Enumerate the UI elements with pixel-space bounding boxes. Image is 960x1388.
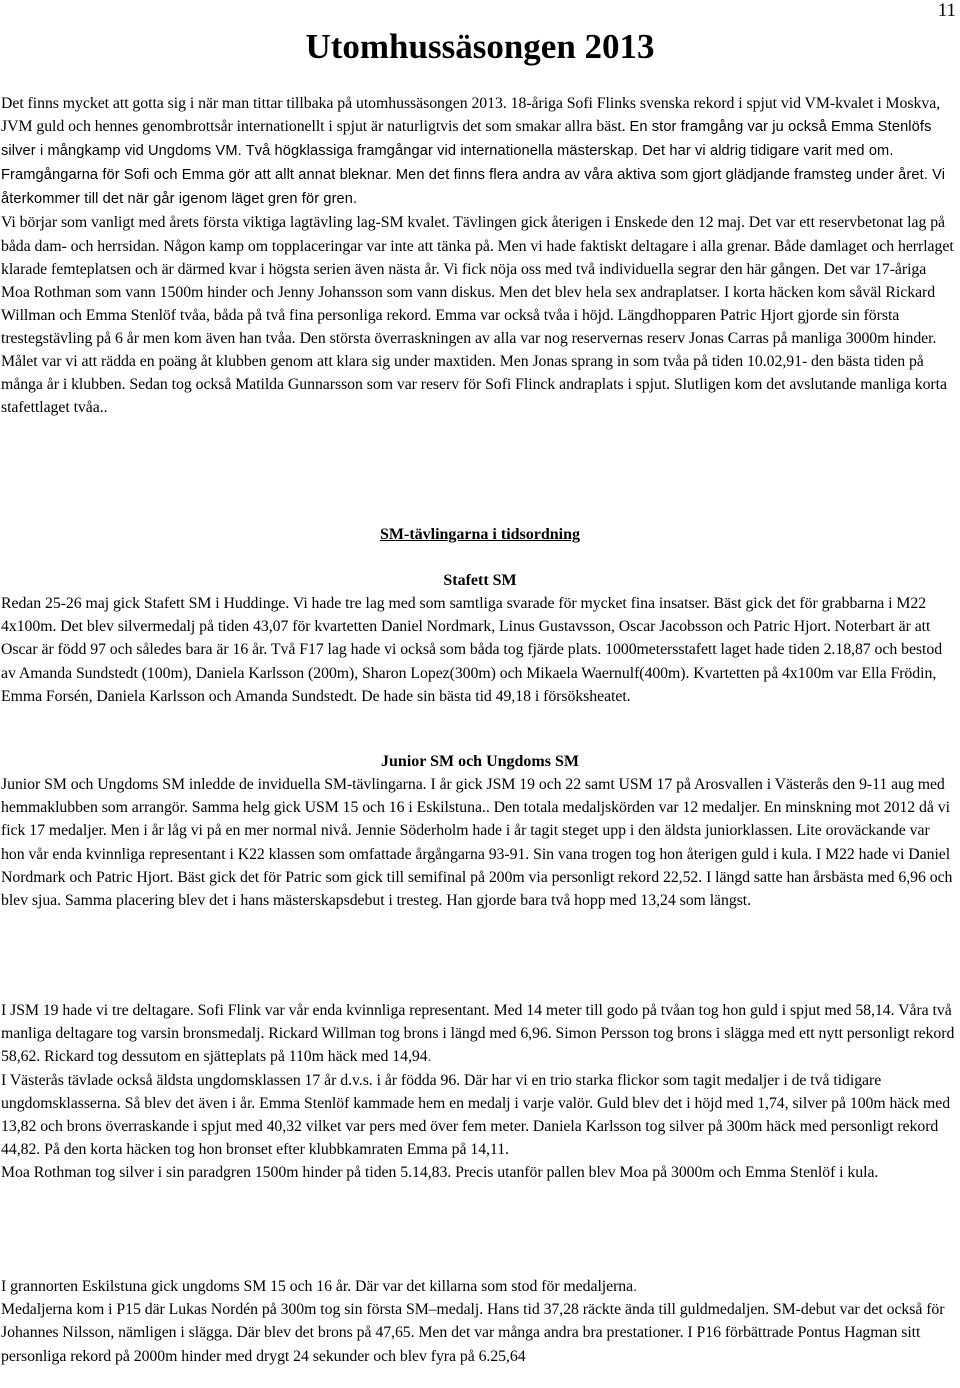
jsm19-paragraph <box>1 999 956 1069</box>
page-title: Utomhussäsongen 2013 <box>305 27 655 66</box>
stafett-section <box>1 592 956 708</box>
section-heading: SM-tävlingarna i tidsordning <box>379 526 581 543</box>
jsm19-text: I JSM 19 hade vi tre deltagare. Sofi Flink var vår enda kvinnliga representant. Med 14 meter till godo på tvåan tog hon guld i spjut med 58,14. Våra två manliga deltagare tog varsin bronsmedalj. Rickard Willman tog brons i längd med 6,96. Simon Persson tog brons i slägga med ett nytt personligt rekord 58,62. Rickard tog dessutom en sjätteplats på 110m häck med 14,94 <box>1 1002 955 1066</box>
eskilstuna-paragraph <box>1 1275 956 1298</box>
junior-paragraph: Junior SM och Ungdoms SM inledde de inviduella SM-tävlingarna. I år gick JSM 19 och 22 samt USM 17 på Arosvallen i Västerås den 9-11 aug med hemmaklubben som arrangör. Samma helg gick USM 15 och 16 i Eskilstuna.. Den totala medaljskörden var 12 medaljer. En minskning mot 2012 då vi fick 17 medaljer. Men i år låg vi på en mer normal nivå. Jennie Söderholm hade i år tagit steget upp i den äldsta juniorklassen. Lite oroväckande var hon vår enda kvinnliga representant i K22 klassen som omfattade årgångarna 93-91. Sin vana trogen tog hon återigen guld i kula. I M22 hade vi Daniel Nordmark och Patric Hjort. Bäst gick det för Patric som gick till semifinal på 200m via personligt rekord 22,52. I längd satte han årsbästa med 6,96 och blev sjua. Samma placering blev det i hans mästerskapsdebut i tresteg. Han gjorde bara två hopp med 13,24 som längst. <box>1 776 953 910</box>
p15-paragraph: Medaljerna kom i P15 där Lukas Nordén på 300m tog sin första SM–medalj. Hans tid 37,28 räckte ända till guldmedaljen. SM-debut var det också för Johannes Nilsson, nämligen i slägga. Där blev det brons på 47,65. Men det var många andra bra prestationer. I P16 förbättrade Pontus Hagman sitt personliga rekord på 2000m hinder med drygt 24 sekunder och blev fyra på 6.25,64 <box>1 1301 945 1365</box>
results-section <box>1 999 956 1185</box>
stafett-paragraph: Redan 25-26 maj gick Stafett SM i Huddinge. Vi hade tre lag med som samtliga svarade för mycket fina insatser. Bäst gick det för grabbarna i M22 4x100m. Det blev silvermedalj på tiden 43,07 för kvartetten Daniel Nordmark, Linus Gustavsson, Oscar Jacobsson och Patric Hjort. Noterbart är att Oscar är född 97 och således bara är 16 år. Två F17 lag hade vi också som båda tog fjärde plats. 1000metersstafett laget hade tiden 2.18,87 och bestod av Amanda Sundstedt (100m), Daniela Karlsson (200m), Sharon Lopez(300m) och Mikaela Waernulf(400m). Kvartetten på 4x100m var Ella Frödin, Emma Forsén, Daniela Karlsson och Amanda Sundstedt. De hade sin bästa tid 49,18 i försöksheatet. <box>1 595 943 705</box>
eskilstuna-text: I grannorten Eskilstuna gick ungdoms SM 15 och 16 år. Där var det killarna som stod för medaljerna <box>1 1278 634 1295</box>
intro-section <box>1 92 956 419</box>
eskilstuna-section <box>1 1275 956 1368</box>
moa-paragraph: Moa Rothman tog silver i sin paradgren 1500m hinder på tiden 5.14,83. Precis utanför pallen blev Moa på 3000m och Emma Stenlöf i kula. <box>1 1164 879 1182</box>
vasteras-paragraph: I Västerås tävlade också äldsta ungdomsklassen 17 år d.v.s. i år födda 96. Där har vi en trio starka flickor som tagit medaljer i de två tidigare ungdomsklasserna. Så blev det även i år. Emma Stenlöf kammade hem en medalj i varje valör. Guld blev det i höjd med 1,74, silver på 100m häck med 13,82 och brons överraskande i spjut med 40,32 vilket var pers med över fem meter. Daniela Karlsson tog silver på 300m häck med personligt rekord 44,82. På den korta häcken tog hon bronset efter klubbkamraten Emma på 14,11. <box>1 1071 951 1159</box>
eskilstuna-red-dot: . <box>633 1278 638 1295</box>
intro-paragraph-2: Vi börjar som vanligt med årets första viktiga lagtävling lag-SM kvalet. Tävlingen gick återigen i Enskede den 12 maj. Det var ett reservbetonat lag på båda dam- och herrsidan. Någon kamp om topplaceringar var inte att tänka på. Men vi hade faktiskt deltagare i alla grenar. Både damlaget och herrlaget klarade femteplatsen och är därmed kvar i högsta serien även nästa år. Vi fick nöja oss med två individuella segrar den här gången. Det var 17-åriga Moa Rothman som vann 1500m hinder och Jenny Johansson som vann diskus. Men det blev hela sex andraplatser. I korta häcken kom såväl Rickard Willman och Emma Stenlöf tvåa, båda på två fina personliga rekord. Emma var också tvåa i höjd. Längdhopparen Patric Hjort gjorde sin första trestegstävling på 6 år men kom även han tvåa. Den största överraskningen av alla var nog reservernas reserv Jonas Carras på manliga 3000m hinder. Målet var vi att rädda en poäng åt klubben genom att klara sig under maxtiden. Men Jonas sprang in som tvåa på tiden 10.02,91- den bästa tiden på många år i klubben. Sedan tog också Matilda Gunnarsson som var reserv för Sofi Flinck andraplats i spjut. Slutligen kom det avslutande manliga korta stafettlaget tvåa.. <box>1 214 954 417</box>
intro-text-serif: Det finns mycket att gotta sig i när man tittar tillbaka på utomhussäsongen 2013. 18-åriga Sofi Flinks svenska rekord i spjut vid VM-kvalet i Moskva, JVM guld och hennes genombrottsår internationellt i spjut är naturligtvis det som smakar allra bäst. <box>1 95 941 136</box>
junior-section <box>1 773 956 912</box>
intro-paragraph-1 <box>1 92 956 211</box>
intro-text-sans: En stor framgång var ju också Emma Stenlöfs silver i mångkamp vid Ungdoms VM. Två högklassiga framgångar vid internationella mästerskap. Det har vi aldrig tidigare varit med om. Framgångarna för Sofi och Emma gör att allt annat bleknar. Men det finns flera andra av våra aktiva som gjort glädjande framsteg under året. Vi återkommer till det när går igenom läget gren för gren. <box>1 119 946 208</box>
stafett-heading: Stafett SM <box>443 572 517 589</box>
jsm19-red-dot: . <box>427 1048 432 1066</box>
page-number: 11 <box>937 0 956 21</box>
junior-heading: Junior SM och Ungdoms SM <box>381 753 579 770</box>
